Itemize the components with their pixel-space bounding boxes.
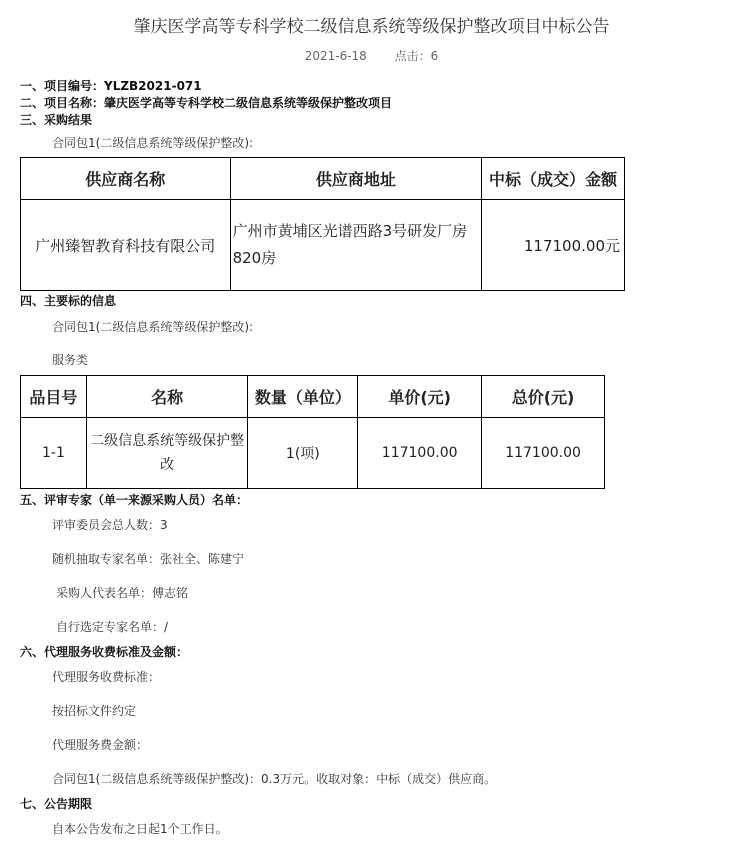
header-supplier-name: 供应商名称: [21, 158, 231, 200]
click-count: 点击：6: [394, 49, 439, 63]
supplier-name-cell: 广州臻智教育科技有限公司: [21, 200, 231, 291]
subject-table: [20, 375, 605, 489]
committee-count: 评审委员会总人数：3: [52, 518, 168, 532]
quantity-cell: 1(项): [248, 418, 358, 489]
header-total-price: 总价(元): [482, 376, 605, 418]
header-item-name: 名称: [86, 376, 248, 418]
supplier-table: [20, 157, 625, 291]
item-number-cell: 1-1: [21, 418, 87, 489]
header-quantity: 数量（单位）: [248, 376, 358, 418]
section-experts-heading: 五、评审专家（单一来源采购人员）名单：: [20, 493, 249, 507]
contract-package-label: 合同包1(二级信息系统等级保护整改):: [52, 136, 254, 150]
contract-package-label-2: 合同包1(二级信息系统等级保护整改):: [52, 320, 254, 334]
random-experts: 随机抽取专家名单：张社全、陈建宁: [52, 552, 245, 566]
announcement-period: 自本公告发布之日起1个工作日。: [52, 822, 228, 836]
unit-price-cell: 117100.00: [358, 418, 482, 489]
self-selected-experts: 自行选定专家名单：/: [56, 620, 169, 634]
page-title: 肇庆医学高等专科学校二级信息系统等级保护整改项目中标公告: [133, 17, 610, 37]
header-item-number: 品目号: [21, 376, 87, 418]
section-period-heading: 七、公告期限: [20, 797, 93, 811]
fee-amount-detail: 合同包1(二级信息系统等级保护整改)：0.3万元。收取对象：中标（成交）供应商。: [52, 772, 497, 786]
section-project-name: 二、项目名称：肇庆医学高等专科学校二级信息系统等级保护整改项目: [20, 96, 393, 110]
header-unit-price: 单价(元): [358, 376, 482, 418]
header-bid-amount: 中标（成交）金额: [482, 158, 625, 200]
supplier-address-cell: 广州市黄埔区光谱西路3号研发厂房820房: [230, 200, 482, 291]
table-row: [21, 418, 605, 489]
meta-line: [0, 47, 743, 64]
category-label: 服务类: [52, 353, 89, 367]
subject-table-header: [21, 376, 605, 418]
supplier-table-header: [21, 158, 625, 200]
section-subject-heading: 四、主要标的信息: [20, 294, 117, 308]
publish-date: 2021-6-18: [304, 49, 367, 63]
fee-standard-label: 代理服务收费标准：: [52, 670, 161, 684]
bid-amount-cell: 117100.00元: [482, 200, 625, 291]
section-results-heading: 三、采购结果: [20, 113, 93, 127]
section-fee-heading: 六、代理服务收费标准及金额：: [20, 645, 189, 659]
fee-amount-label: 代理服务费金额：: [52, 738, 149, 752]
total-price-cell: 117100.00: [482, 418, 605, 489]
purchaser-representative: 采购人代表名单：傅志铭: [56, 586, 189, 600]
header-supplier-address: 供应商地址: [230, 158, 482, 200]
section-project-number: 一、项目编号：YLZB2021-071: [20, 79, 202, 93]
table-row: [21, 200, 625, 291]
item-name-cell: 二级信息系统等级保护整改: [86, 418, 248, 489]
fee-standard-value: 按招标文件约定: [52, 704, 137, 718]
